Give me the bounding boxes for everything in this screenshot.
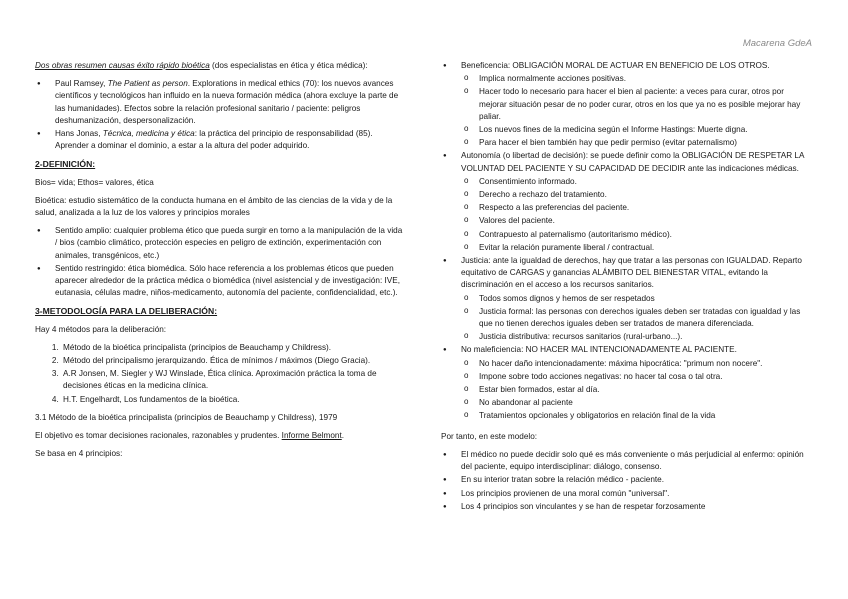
list-item: 2. Método del principalismo jerarquizando. Ética de mínimos / máximos (Diego Gracia). (61, 355, 405, 367)
intro-rest: (dos especialistas en ética y ética médica): (209, 61, 368, 70)
portanto-line: Por tanto, en este modelo: (441, 431, 538, 441)
sub-item: o Implica normalmente acciones positivas. (479, 73, 813, 85)
intro-title: Dos obras resumen causas éxito rápido bioética (35, 61, 210, 70)
principle-beneficencia (461, 60, 813, 149)
principles-list (441, 60, 813, 423)
model-list (441, 449, 813, 513)
work-description: . Explorations in medical ethics (70): los nuevos avances científicos y tecnológicos han influido en la nueva formación médica (ahora excluye la parte de las humanidades). Efectos sobre la relación profesional sanitario / paciente: peligros deshumanización, despersonalización. (55, 79, 399, 125)
bioetica-definition: Bioética: estudio sistemático de la conducta humana en el ámbito de las ciencias de la vida y de la salud, analizada a la luz de los valores y principios morales (35, 195, 393, 218)
sub-item: o Derecho a rechazo del tratamiento. (479, 189, 813, 201)
sub-item: o Justicia distributiva: recursos sanitarios (rural-urbano...). (479, 331, 813, 343)
sub-item: o Evitar la relación puramente liberal / contractual. (479, 242, 813, 254)
list-item: ● Sentido restringido: ética biomédica. Sólo hace referencia a los problemas éticos que pueden aparecer alrededor de la práctica médica o biomédica (nivel asistencial y de investigación: IVE, eutanasia, células madre, niños-medicamento, autonomía del paciente, confidencialidad, etc.). (55, 263, 405, 300)
list-item: ● En su interior tratan sobre la relación médico - paciente. (461, 474, 813, 486)
work-title: The Patient as person (107, 79, 188, 89)
based-paragraph: Se basa en 4 principios: (35, 449, 123, 459)
sub-item: o Consentimiento informado. (479, 176, 813, 188)
sub-item: o Todos somos dignos y hemos de ser respetados (479, 293, 813, 305)
sub-list (461, 176, 813, 254)
sub-item: o Valores del paciente. (479, 215, 813, 227)
principle-justicia (461, 255, 813, 343)
left-column (35, 60, 405, 466)
list-item: ● El médico no puede decidir solo qué es más conveniente o más perjudicial al enfermo: opinión del paciente, equipo interdisciplinar: diálogo, consenso. (461, 449, 813, 473)
list-item: ● Los principios provienen de una moral común "universal". (461, 488, 813, 500)
list-item: ● Los 4 principios son vinculantes y se han de respetar forzosamente (461, 501, 813, 513)
works-list (35, 78, 405, 152)
principle-label: Autonomía (o libertad de decisión): se puede definir como la OBLIGACIÓN DE RESPETAR LA VOLUNTAD DEL PACIENTE Y SU CAPACIDAD DE DECIDIR ante las indicaciones médicas. (461, 151, 804, 173)
principle-no-maleficiencia (461, 344, 813, 422)
list-item: 1. Método de la bioética principalista (principios de Beauchamp y Childress). (61, 342, 405, 354)
sub-item: o Justicia formal: las personas con derechos iguales deben ser tratadas con igualdad y las que no tienen derechos iguales deben ser tratados de manera diferenciada. (479, 306, 813, 330)
sub-item: o Para hacer el bien también hay que pedir permiso (evitar paternalismo) (479, 137, 813, 149)
informe-belmont-link[interactable]: Informe Belmont (281, 431, 342, 441)
list-item: ● Sentido amplio: cualquier problema ético que pueda surgir en torno a la manipulación de la vida / bios (cambio climático, protección especies en peligro de extinción, experimentación con animales, transgénicos, etc.) (55, 225, 405, 262)
subsection-31: 3.1 Método de la bioética principalista (principios de Beauchamp y Childress), 1979 (35, 412, 338, 422)
list-item (55, 78, 405, 127)
sub-list (461, 358, 813, 423)
principle-label: No maleficiencia: NO HACER MAL INTENCIONADAMENTE AL PACIENTE. (461, 345, 737, 355)
sub-list (461, 293, 813, 344)
sub-item: o Respecto a las preferencias del paciente. (479, 202, 813, 214)
sub-item: o Estar bien formados, estar al día. (479, 384, 813, 396)
intro-paragraph (35, 60, 405, 72)
principle-label: Justicia: ante la igualdad de derechos, hay que tratar a las personas con IGUALDAD. Reparto equitativo de CARGAS y ganancias ALÁMBITO DEL BIENESTAR VITAL, evitando la discriminación en el acceso a los recursos sanitarios. (461, 256, 802, 290)
objective-end: . (341, 431, 345, 441)
work-title: Técnica, medicina y ética (102, 129, 195, 139)
objective-text: El objetivo es tomar decisiones racionales, razonables y prudentes. (35, 431, 282, 441)
list-item (55, 128, 405, 152)
sub-item: o Contrapuesto al paternalismo (autoritarismo médico). (479, 229, 813, 241)
work-author: Hans Jonas, (55, 129, 103, 139)
sub-item: o Tratamientos opcionales y obligatorios en relación final de la vida (479, 410, 813, 422)
senses-list (35, 225, 405, 299)
methods-intro: Hay 4 métodos para la deliberación: (35, 324, 167, 334)
principle-label: Beneficencia: OBLIGACIÓN MORAL DE ACTUAR EN BENEFICIO DE LOS OTROS. (461, 61, 770, 70)
sub-item: o Los nuevos fines de la medicina según el Informe Hastings: Muerte digna. (479, 124, 813, 136)
section-heading-metodologia: 3-METODOLOGÍA PARA LA DELIBERACIÓN: (35, 306, 218, 317)
list-item: 4. H.T. Engelhardt, Los fundamentos de la bioética. (61, 394, 405, 406)
page-header-author: Macarena GdeA (742, 38, 812, 49)
right-column (441, 60, 813, 519)
sub-list (461, 73, 813, 149)
methods-list (35, 342, 405, 406)
sub-item: o Hacer todo lo necesario para hacer el bien al paciente: a veces para curar, otros por mejorar situación pesar de no poder curar, otros en los que ya no es posible mejorar hay paliar. (479, 86, 813, 123)
objective-paragraph (35, 430, 405, 442)
section-heading-definicion: 2-DEFINICIÓN: (35, 159, 96, 170)
sub-item: o Impone sobre todo acciones negativas: no hacer tal cosa o tal otra. (479, 371, 813, 383)
work-description: : la práctica del principio de responsabilidad (85). Aprender a dominar el dominio, a estar a la altura del poder adquirido. (55, 129, 373, 151)
sub-item: o No abandonar al paciente (479, 397, 813, 409)
work-author: Paul Ramsey, (55, 79, 108, 89)
list-item: 3. A.R Jonsen, M. Siegler y WJ Winslade, Ética clínica. Aproximación práctica la toma de decisiones éticas en la medicina clínica. (61, 368, 405, 392)
sub-item: o No hacer daño intencionadamente: máxima hipocrática: "primum non nocere". (479, 358, 813, 370)
principle-autonomia (461, 150, 813, 254)
bios-line: Bios= vida; Ethos= valores, ética (35, 177, 154, 187)
